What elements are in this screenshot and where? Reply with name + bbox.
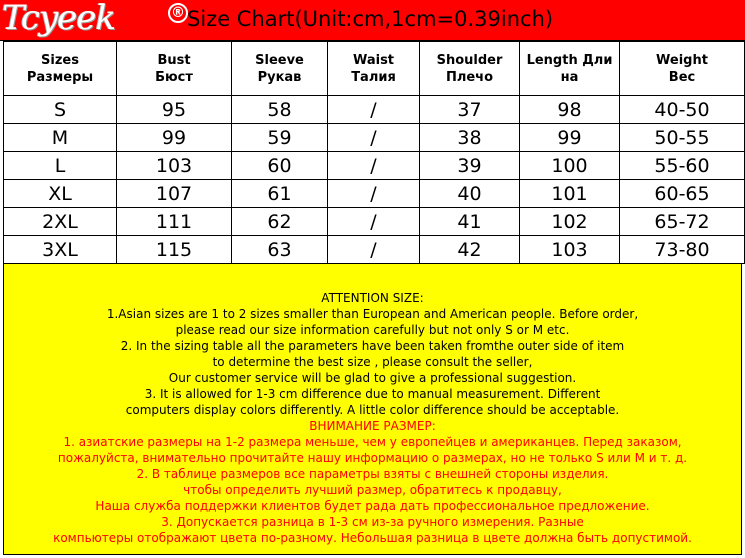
notice-line-en: computers display colors differently. A little color difference should be acceptable. [125, 403, 620, 417]
notice-line-en: 1.Asian sizes are 1 to 2 sizes smaller than European and American people. Before order, [106, 307, 639, 321]
table-row [4, 124, 745, 152]
table-cell: / [328, 208, 420, 236]
column-header: Waist Талия [328, 42, 420, 96]
notice-line-en: ATTENTION SIZE: [321, 291, 424, 305]
table-cell: 37 [420, 96, 520, 124]
table-cell: 38 [420, 124, 520, 152]
table-cell: S [4, 96, 117, 124]
registered-trademark-icon: ® [168, 3, 188, 23]
table-row [4, 180, 745, 208]
brand-logo: Tcyeek [2, 0, 116, 38]
table-row [4, 208, 745, 236]
column-header: Length Дли на [520, 42, 620, 96]
table-cell: 39 [420, 152, 520, 180]
notice-line-en: 3. It is allowed for 1-3 cm difference due to manual measurement. Different [144, 387, 601, 401]
size-chart-table [3, 41, 745, 264]
column-header: Bust Бюст [117, 42, 232, 96]
notice-line-ru: ВНИМАНИЕ РАЗМЕР: [309, 419, 436, 433]
notice-line-ru: пожалуйста, внимательно прочитайте нашу информацию о размерах, но не только S или M и т. д. [57, 451, 688, 465]
table-cell: 62 [232, 208, 328, 236]
table-cell: 41 [420, 208, 520, 236]
table-cell: / [328, 236, 420, 264]
table-cell: 58 [232, 96, 328, 124]
page-title: Size Chart(Unit:cm,1cm=0.39inch) [187, 7, 554, 31]
table-row [4, 152, 745, 180]
table-cell: 98 [520, 96, 620, 124]
notice-line-en: 2. In the sizing table all the parameters have been taken fromthe outer side of item [120, 339, 625, 353]
table-row [4, 96, 745, 124]
table-cell: / [328, 152, 420, 180]
table-cell: 60 [232, 152, 328, 180]
table-cell: 60-65 [620, 180, 745, 208]
table-cell: 73-80 [620, 236, 745, 264]
notice-line-en: to determine the best size , please consult the seller, [212, 355, 533, 369]
table-cell: 40-50 [620, 96, 745, 124]
header-banner [0, 0, 745, 41]
table-cell: 50-55 [620, 124, 745, 152]
table-cell: 99 [117, 124, 232, 152]
table-cell: 65-72 [620, 208, 745, 236]
table-cell: 101 [520, 180, 620, 208]
notice-line-ru: 1. азиатские размеры на 1-2 размера меньше, чем у европейцев и американцев. Перед заказом, [63, 435, 682, 449]
table-row [4, 236, 745, 264]
table-cell: M [4, 124, 117, 152]
table-cell: 102 [520, 208, 620, 236]
table-cell: 42 [420, 236, 520, 264]
table-cell: 59 [232, 124, 328, 152]
table-cell: 2XL [4, 208, 117, 236]
column-header: Weight Вес [620, 42, 745, 96]
table-cell: / [328, 180, 420, 208]
attention-notice [3, 263, 742, 555]
table-cell: 103 [520, 236, 620, 264]
table-cell: XL [4, 180, 117, 208]
table-cell: 107 [117, 180, 232, 208]
notice-line-ru: компьютеры отображают цвета по-разному. Небольшая разница в цвете должна быть допустимой. [53, 531, 692, 545]
column-header: Sleeve Рукав [232, 42, 328, 96]
table-cell: 3XL [4, 236, 117, 264]
column-header: Shoulder Плечо [420, 42, 520, 96]
table-cell: 103 [117, 152, 232, 180]
notice-line-ru: 2. В таблице размеров все параметры взяты с внешней стороны изделия. [136, 467, 609, 481]
table-header-row [4, 42, 745, 96]
table-cell: 63 [232, 236, 328, 264]
column-header: Sizes Размеры [4, 42, 117, 96]
table-cell: 40 [420, 180, 520, 208]
table-cell: / [328, 124, 420, 152]
table-cell: 111 [117, 208, 232, 236]
table-cell: L [4, 152, 117, 180]
notice-line-ru: 3. Допускается разница в 1-3 см из-за ручного измерения. Разные [161, 515, 584, 529]
notice-line-en: please read our size information carefully but not only S or M etc. [175, 323, 570, 337]
table-cell: 100 [520, 152, 620, 180]
table-cell: 99 [520, 124, 620, 152]
notice-line-ru: Наша служба поддержки клиентов будет рада дать профессиональное предложение. [95, 499, 650, 513]
table-cell: / [328, 96, 420, 124]
notice-line-en: Our customer service will be glad to give a professional suggestion. [168, 371, 577, 385]
table-cell: 95 [117, 96, 232, 124]
table-cell: 61 [232, 180, 328, 208]
notice-line-ru: чтобы определить лучший размер, обратитесь к продавцу, [183, 483, 562, 497]
table-cell: 55-60 [620, 152, 745, 180]
table-cell: 115 [117, 236, 232, 264]
